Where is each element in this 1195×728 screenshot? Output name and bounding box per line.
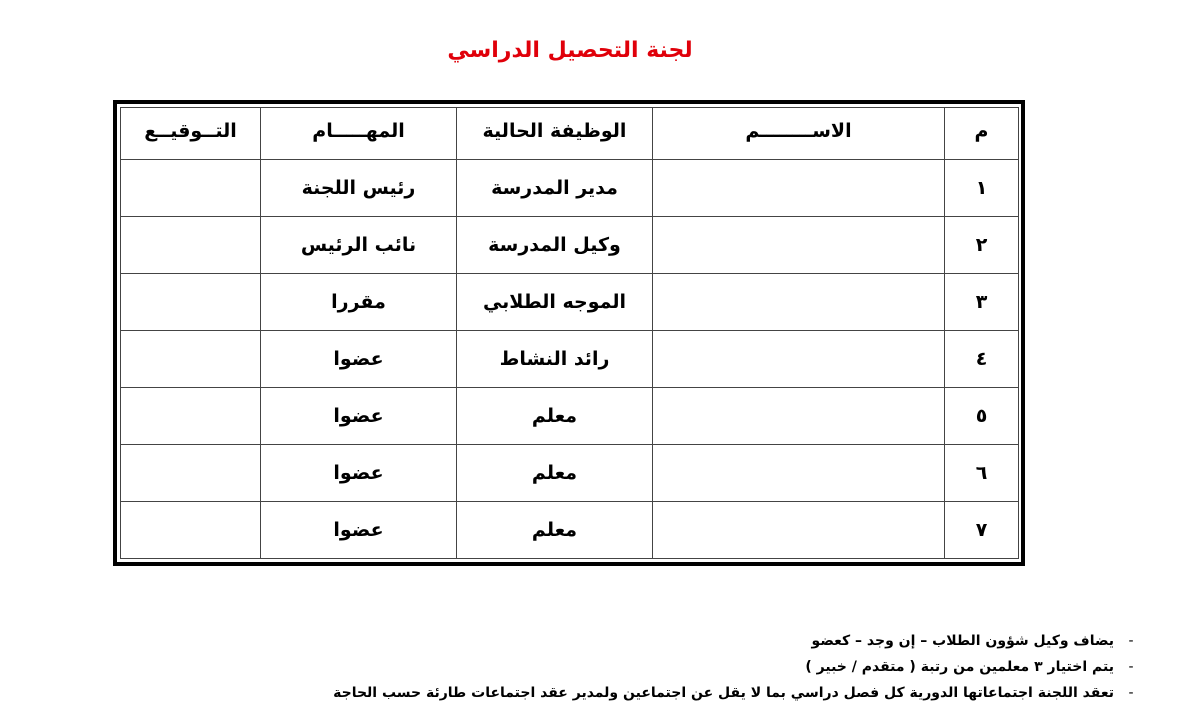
note-text: يتم اختيار ٣ معلمين من رتبة ( متقدم / خبير ) (805, 659, 1114, 675)
job-cell: مدير المدرسة (457, 160, 653, 217)
job-cell: وكيل المدرسة (457, 217, 653, 274)
notes-list (0, 628, 1148, 706)
row-number: ٦ (945, 445, 1019, 502)
table-row (121, 274, 1019, 331)
task-cell: عضوا (261, 388, 457, 445)
table-row (121, 502, 1019, 559)
note-text: يضاف وكيل شؤون الطلاب – إن وجد – كعضو (811, 633, 1114, 649)
signature-cell (121, 331, 261, 388)
list-item (0, 680, 1148, 706)
committee-table-frame (113, 100, 1025, 566)
name-cell (653, 160, 945, 217)
header-current-job: الوظيفة الحالية (457, 108, 653, 160)
dash-bullet: - (1128, 685, 1134, 701)
header-signature: التــوقيــع (121, 108, 261, 160)
dash-bullet: - (1128, 659, 1134, 675)
note-text: تعقد اللجنة اجتماعاتها الدورية كل فصل دراسي بما لا يقل عن اجتماعين ولمدير عقد اجتماعات طارئة حسب الحاجة (333, 685, 1114, 701)
table-row (121, 445, 1019, 502)
row-number: ٧ (945, 502, 1019, 559)
job-cell: معلم (457, 388, 653, 445)
job-cell: معلم (457, 445, 653, 502)
signature-cell (121, 274, 261, 331)
task-cell: نائب الرئيس (261, 217, 457, 274)
signature-cell (121, 388, 261, 445)
list-item (0, 628, 1148, 654)
name-cell (653, 217, 945, 274)
table-row (121, 388, 1019, 445)
job-cell: رائد النشاط (457, 331, 653, 388)
name-cell (653, 274, 945, 331)
job-cell: الموجه الطلابي (457, 274, 653, 331)
header-number: م (945, 108, 1019, 160)
row-number: ١ (945, 160, 1019, 217)
row-number: ٥ (945, 388, 1019, 445)
task-cell: مقررا (261, 274, 457, 331)
dash-bullet: - (1128, 633, 1134, 649)
signature-cell (121, 502, 261, 559)
table-header-row (121, 108, 1019, 160)
list-item (0, 654, 1148, 680)
committee-table (120, 107, 1019, 559)
page-title: لجنة التحصيل الدراسي (447, 38, 693, 63)
signature-cell (121, 217, 261, 274)
row-number: ٣ (945, 274, 1019, 331)
name-cell (653, 388, 945, 445)
table-row (121, 331, 1019, 388)
table-row (121, 160, 1019, 217)
task-cell: عضوا (261, 445, 457, 502)
task-cell: عضوا (261, 331, 457, 388)
task-cell: رئيس اللجنة (261, 160, 457, 217)
row-number: ٢ (945, 217, 1019, 274)
name-cell (653, 445, 945, 502)
job-cell: معلم (457, 502, 653, 559)
name-cell (653, 502, 945, 559)
table-row (121, 217, 1019, 274)
name-cell (653, 331, 945, 388)
signature-cell (121, 445, 261, 502)
signature-cell (121, 160, 261, 217)
header-tasks: المهـــــام (261, 108, 457, 160)
header-name: الاســــــــم (653, 108, 945, 160)
task-cell: عضوا (261, 502, 457, 559)
row-number: ٤ (945, 331, 1019, 388)
